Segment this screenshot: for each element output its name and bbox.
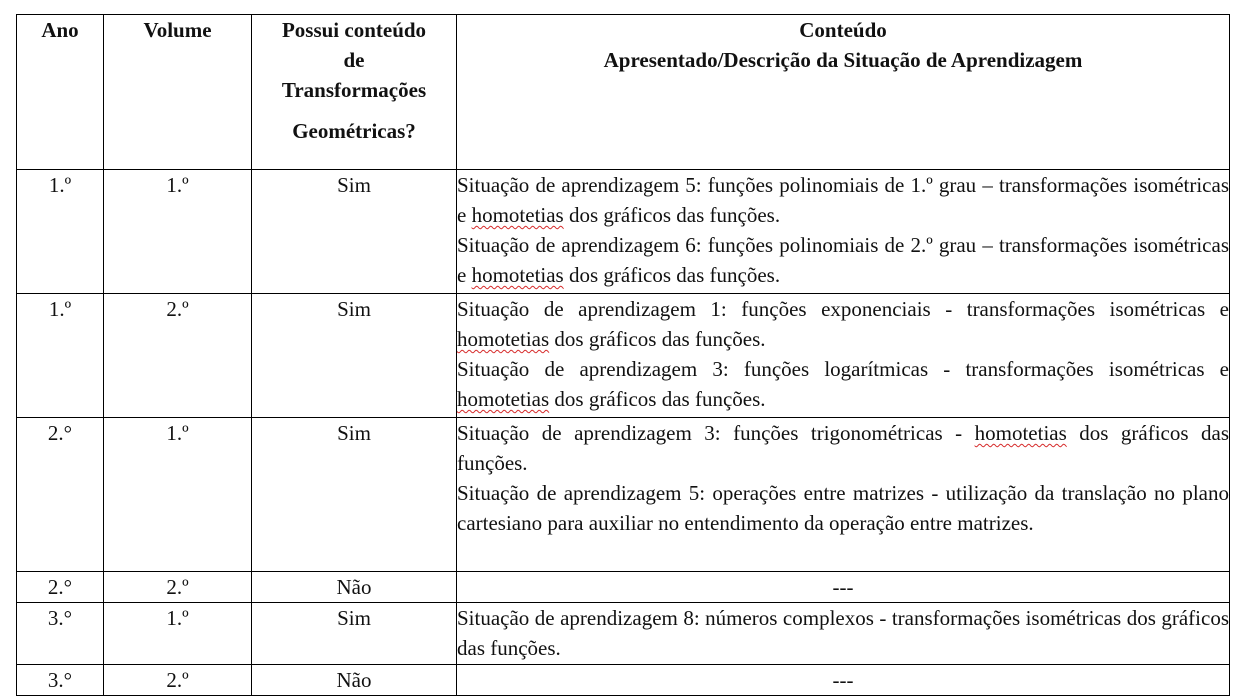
cell-conteudo-empty: --- bbox=[457, 572, 1230, 603]
cell-volume: 2.º bbox=[104, 665, 252, 696]
cell-possui: Não bbox=[252, 572, 457, 603]
content-paragraph bbox=[457, 478, 1229, 538]
cell-ano: 1.º bbox=[17, 170, 104, 294]
text: Situação de aprendizagem 1: funções exponenciais - transformações isométricas e bbox=[457, 297, 1229, 321]
cell-possui: Sim bbox=[252, 170, 457, 294]
text: dos gráficos das funções. bbox=[563, 263, 781, 287]
content-paragraph bbox=[457, 294, 1229, 354]
text: Situação de aprendizagem 3: funções trigonométricas - bbox=[457, 421, 975, 445]
cell-conteudo-empty: --- bbox=[457, 665, 1230, 696]
text: Situação de aprendizagem 8: números complexos - transformações isométricas dos gráficos das funções. bbox=[457, 606, 1229, 660]
curriculum-table bbox=[16, 14, 1230, 696]
text: dos gráficos das funções. bbox=[457, 421, 1229, 475]
header-row bbox=[17, 15, 1230, 170]
cell-conteudo bbox=[457, 418, 1230, 572]
header-possui bbox=[252, 15, 457, 170]
content-paragraph bbox=[457, 603, 1229, 663]
cell-ano: 3.° bbox=[17, 665, 104, 696]
content-paragraph bbox=[457, 230, 1229, 290]
header-volume: Volume bbox=[104, 15, 252, 170]
cell-possui: Não bbox=[252, 665, 457, 696]
header-conteudo-line: Conteúdo bbox=[799, 18, 887, 42]
text: Situação de aprendizagem 6: funções polinomiais de 2.º grau – transformações isométricas e bbox=[457, 233, 1229, 287]
cell-possui: Sim bbox=[252, 294, 457, 418]
spellcheck-word: homotetias bbox=[974, 421, 1067, 445]
header-conteudo-line: Apresentado/Descrição da Situação de Aprendizagem bbox=[603, 48, 1083, 72]
text: dos gráficos das funções. bbox=[563, 203, 781, 227]
text: dos gráficos das funções. bbox=[549, 327, 766, 351]
spellcheck-word: homotetias bbox=[457, 327, 550, 351]
cell-conteudo bbox=[457, 603, 1230, 665]
text: Situação de aprendizagem 3: funções logarítmicas - transformações isométricas e bbox=[457, 357, 1229, 381]
text: Situação de aprendizagem 5: funções polinomiais de 1.º grau – transformações isométricas e bbox=[457, 173, 1229, 227]
table-row bbox=[17, 170, 1230, 294]
table-row bbox=[17, 572, 1230, 603]
header-possui-line: Possui conteúdo bbox=[281, 18, 427, 42]
cell-ano: 2.° bbox=[17, 572, 104, 603]
spellcheck-word: homotetias bbox=[471, 203, 564, 227]
text: Situação de aprendizagem 5: operações entre matrizes - utilização da translação no plano cartesiano para auxiliar no entendimento da operação entre matrizes. bbox=[457, 481, 1229, 535]
cell-conteudo bbox=[457, 170, 1230, 294]
content-paragraph bbox=[457, 354, 1229, 414]
content-paragraph bbox=[457, 170, 1229, 230]
header-possui-line: de bbox=[343, 48, 365, 72]
content-paragraph bbox=[457, 418, 1229, 478]
cell-volume: 1.º bbox=[104, 418, 252, 572]
header-possui-line: Transformações bbox=[281, 78, 427, 102]
cell-ano: 1.º bbox=[17, 294, 104, 418]
spellcheck-word: homotetias bbox=[471, 263, 564, 287]
table-row bbox=[17, 665, 1230, 696]
cell-volume: 1.º bbox=[104, 603, 252, 665]
text: dos gráficos das funções. bbox=[549, 387, 766, 411]
cell-possui: Sim bbox=[252, 418, 457, 572]
cell-volume: 1.º bbox=[104, 170, 252, 294]
header-conteudo bbox=[457, 15, 1230, 170]
table-row bbox=[17, 418, 1230, 572]
table-row bbox=[17, 294, 1230, 418]
cell-volume: 2.º bbox=[104, 294, 252, 418]
header-possui-line: Geométricas? bbox=[292, 119, 416, 143]
cell-conteudo bbox=[457, 294, 1230, 418]
header-ano: Ano bbox=[17, 15, 104, 170]
table-row bbox=[17, 603, 1230, 665]
cell-ano: 2.° bbox=[17, 418, 104, 572]
cell-possui: Sim bbox=[252, 603, 457, 665]
spellcheck-word: homotetias bbox=[457, 387, 550, 411]
cell-ano: 3.° bbox=[17, 603, 104, 665]
cell-volume: 2.º bbox=[104, 572, 252, 603]
